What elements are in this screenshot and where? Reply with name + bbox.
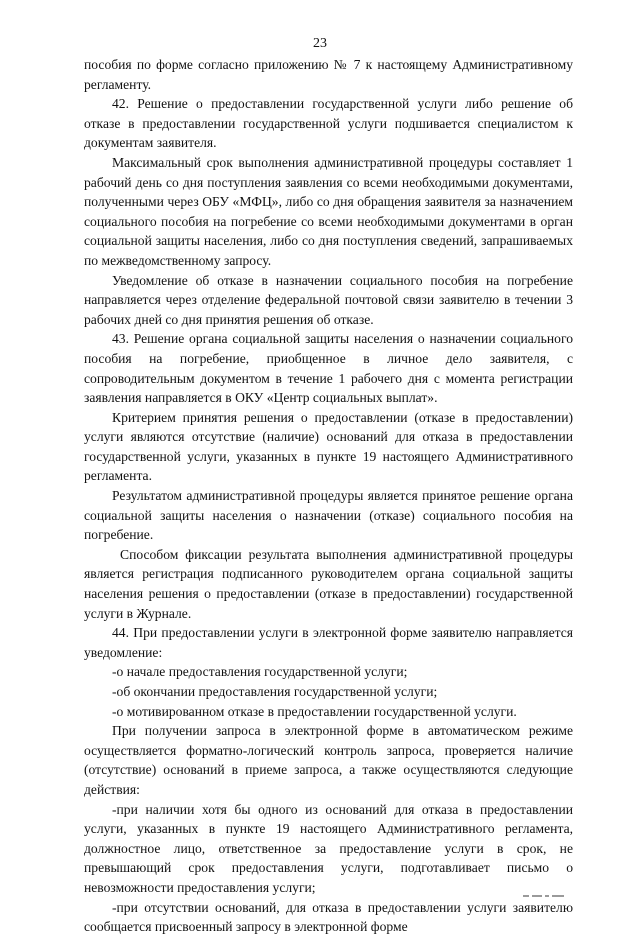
page-number: 23 [313, 36, 327, 51]
list-item-refusal-grounds: -при наличии хотя бы одного из оснований для отказа в предоставлении услуги, указанных в пункте 19 настоящего Административного регламента, должностное лицо, ответственное за предоставление услуги в срок, не превышающий срок предоставления услуги, подготавливает письмо о невозможности предоставления услуги; [84, 801, 573, 895]
paragraph-procedure-result: Результатом административной процедуры является принятое решение органа социальной защиты населения о назначении (отказе) социального пособия на погребение. [84, 488, 573, 543]
paragraph-result-fixation: Способом фиксации результата выполнения административной процедуры является регистрация подписанного руководителем органа социальной защиты населения решения о предоставлении (отказе в предоставлении) государственной услуги в Журнале. [84, 546, 573, 621]
paragraph-44-electronic-notice: 44. При предоставлении услуги в электронной форме заявителю направляется уведомление: [84, 625, 573, 660]
paragraph-43-decision-sending: 43. Решение органа социальной защиты населения о назначении социального пособия на погребение, приобщенное в личное дело заявителя, с сопроводительным документом в течение 1 рабочего дня с момента регистрации заявления направляется в ОКУ «Центр социальных выплат». [84, 331, 573, 406]
paragraph-decision-criterion: Критерием принятия решения о предоставлении (отказе в предоставлении) услуги являются отсутствие (наличие) оснований для отказа в предоставлении государственной услуги, указанных в пункте 19 настоящего Административного регламента. [84, 409, 573, 484]
document-body [84, 55, 573, 937]
paragraph-refusal-notice: Уведомление об отказе в назначении социального пособия на погребение направляется через отделение федеральной почтовой связи заявителю в течении 3 рабочих дней со дня принятия решения об отказе. [84, 272, 573, 327]
list-item-service-start: -о начале предоставления государственной услуги; [112, 664, 408, 680]
paragraph-electronic-request-control: При получении запроса в электронной форме в автоматическом режиме осуществляется форматно-логический контроль запроса, проверяется наличие (отсутствие) оснований в приеме запроса, а также осуществляются следующие действия: [84, 723, 573, 797]
paragraph-42-decision-filing: 42. Решение о предоставлении государственной услуги либо решение об отказе в предоставлении государственной услуги подшивается специалистом к документам заявителя. [84, 96, 573, 151]
list-item-motivated-refusal: -о мотивированном отказе в предоставлении государственной услуги. [112, 703, 517, 719]
paragraph-max-procedure-time: Максимальный срок выполнения административной процедуры составляет 1 рабочий день со дня поступления заявления со всеми необходимыми документами, полученными через ОБУ «МФЦ», либо со дня обращения заявителя за назначением социального пособия на погребение со всеми необходимыми документами в орган социальной защиты населения, либо со дня поступления сведений, запрашиваемых по межведомственному запросу. [84, 154, 573, 268]
list-item-no-refusal-grounds: -при отсутствии оснований, для отказа в предоставлении услуги заявителю сообщается присвоенный запросу в электронной форме [84, 899, 573, 935]
paragraph-benefit-form-continuation: пособия по форме согласно приложению № 7 к настоящему Административному регламенту. [84, 57, 573, 92]
list-item-service-end: -об окончании предоставления государственной услуги; [112, 684, 438, 699]
scan-mark [523, 893, 569, 899]
